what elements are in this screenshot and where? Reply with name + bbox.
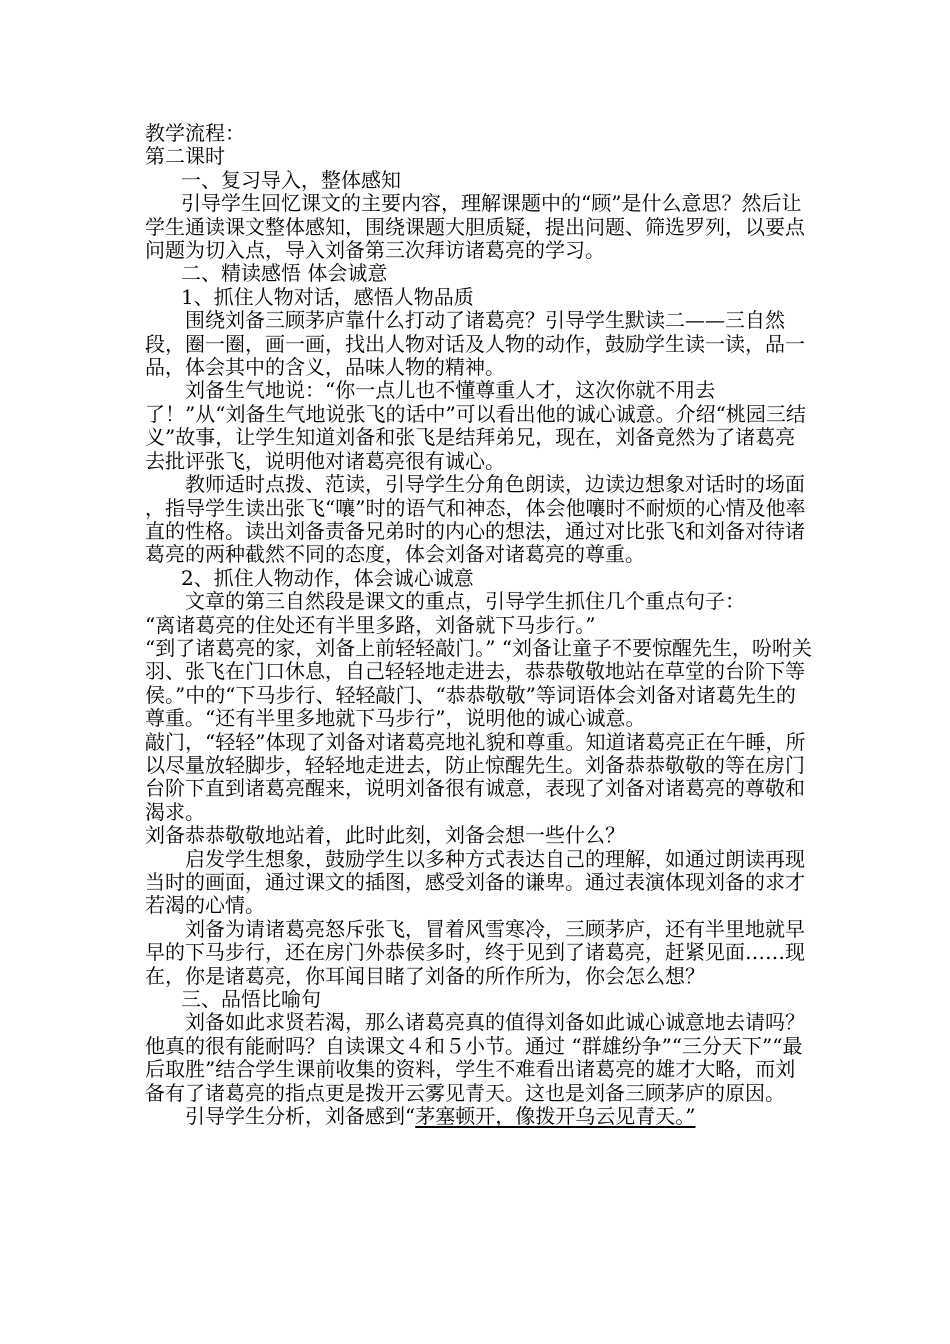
subsection-1-paragraph-3: 教师适时点拨、范读，引导学生分角色朗读，边读边想象对话时的场面 ，指导学生读出张飞“嚷”时的语气和神态，体会他嚷时不耐烦的心情及他率直的性格。读出刘备责备兄弟时的内心的想法，通过对比张飞和刘备对待诸葛亮的两种截然不同的态度，体会刘备对诸葛亮的尊重。 <box>145 472 806 567</box>
section-3-paragraph-2-lead: 引导学生分析，刘备感到“ <box>185 1104 416 1129</box>
document-body <box>145 122 813 1128</box>
underlined-quote: 茅塞顿开，像拨开乌云见青天。” <box>415 1104 696 1129</box>
subsection-1-paragraph-1: 围绕刘备三顾茅庐靠什么打动了诸葛亮？引导学生默读二——三自然段，圈一圈，画一画，找出人物对话及人物的动作，鼓励学生读一读，品一品，体会其中的含义，品味人物的精神。 <box>145 308 805 380</box>
section-3-title: 三、品悟比喻句 <box>181 987 321 1012</box>
subsection-2-paragraph-5: 启发学生想象，鼓励学生以多种方式表达自己的理解，如通过朗读再现当时的画面，通过课文的插图，感受刘备的谦卑。通过表演体现刘备的求才若渴的心情。 <box>145 846 805 918</box>
subsection-1-paragraph-2: 刘备生气地说：“你一点儿也不懂尊重人才，这次你就不用去了！”从“刘备生气地说张飞的话中”可以看出他的诚心诚意。介绍“桃园三结义”故事，让学生知道刘备和张飞是结拜弟兄，现在，刘备竟然为了诸葛亮去批评张飞，说明他对诸葛亮很有诚心。 <box>145 378 806 473</box>
section-2-title: 二、精读感悟 体会诚意 <box>181 261 388 286</box>
section-1-title: 一、复习导入，整体感知 <box>181 167 401 192</box>
section-3-paragraph-2 <box>145 1105 813 1128</box>
subsection-2-paragraph-1: 文章的第三自然段是课文的重点，引导学生抓住几个重点句子： <box>185 589 745 614</box>
subsection-1-title: 1、抓住人物对话，感悟人物品质 <box>181 284 474 309</box>
subsection-2-paragraph-6: 刘备为请诸葛亮怒斥张飞，冒着风雪寒冷，三顾茅庐，还有半里地就早早的下马步行，还在房门外恭侯多时，终于见到了诸葛亮，赶紧见面……现在，你是诸葛亮，你耳闻目睹了刘备的所作所为，你会怎么想？ <box>145 916 805 988</box>
section-1-paragraph: 引导学生回忆课文的主要内容，理解课题中的“顾”是什么意思？然后让学生通读课文整体感知，围绕课题大胆质疑，提出问题、筛选罗列，以要点问题为切入点，导入刘备第三次拜访诸葛亮的学习。 <box>145 191 805 263</box>
lesson-label: 第二课时 <box>145 144 225 169</box>
section-3-paragraph-1: 刘备如此求贤若渴，那么诸葛亮真的值得刘备如此诚心诚意地去请吗？他真的很有能耐吗？自读课文４和５小节。通过 “群雄纷争”“三分天下”“最后取胜”结合学生课前收集的资料，学生不难看出诸葛亮的雄才大略，而刘备有了诸葛亮的指点更是拨开云雾见青天。这也是刘备三顾茅庐的原因。 <box>145 1010 805 1105</box>
document-heading: 教学流程： <box>145 121 245 145</box>
subsection-2-title: 2、抓住人物动作，体会诚心诚意 <box>181 565 474 590</box>
subsection-2-paragraph-4: 刘备恭恭敬敬地站着，此时此刻，刘备会想一些什么？ <box>145 823 625 848</box>
subsection-2-quote-1: “离诸葛亮的住处还有半里多路，刘备就下马步行。” <box>145 612 596 637</box>
subsection-2-paragraph-2: “到了诸葛亮的家，刘备上前轻轻敲门。” “刘备让童子不要惊醒先生，吩咐关羽、张飞在门口休息，自己轻轻地走进去，恭恭敬敬地站在草堂的台阶下等侯。”中的“下马步行、轻轻敲门、“恭恭敬敬”等词语体会刘备对诸葛先生的尊重。“还有半里多地就下马步行”，说明他的诚心诚意。 <box>145 635 813 731</box>
subsection-2-paragraph-3: 敲门，“轻轻”体现了刘备对诸葛亮地礼貌和尊重。知道诸葛亮正在午睡，所以尽量放轻脚步，轻轻地走进去，防止惊醒先生。刘备恭恭敬敬的等在房门台阶下直到诸葛亮醒来，说明刘备很有诚意，表现了刘备对诸葛亮的尊敬和渴求。 <box>145 729 806 824</box>
